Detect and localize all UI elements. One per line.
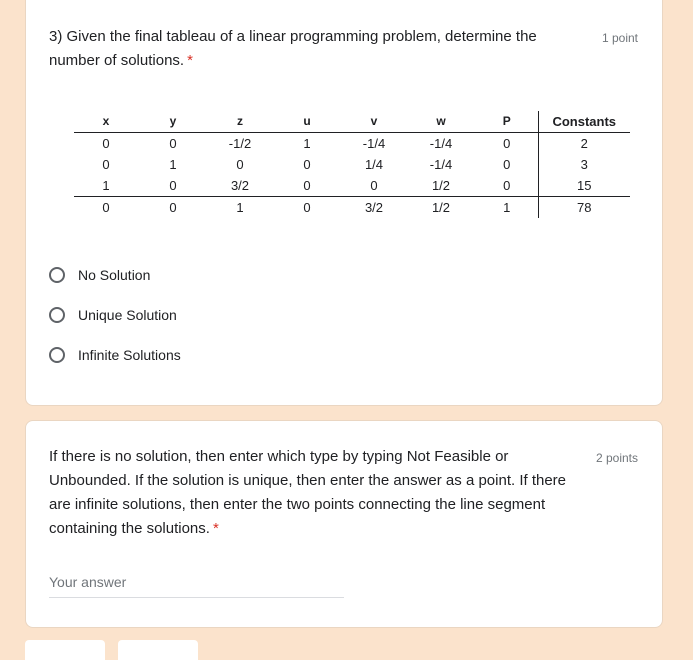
points-label: 1 point — [601, 31, 638, 45]
tableau-cell: 1 — [303, 136, 311, 151]
tableau-cell: 1/2 — [431, 200, 451, 215]
question-title: If there is no solution, then enter which type by typing Not Feasible or Unbounded. If the solution is unique, then enter the answer as a point. If there are infinite solutions, then enter the two points connecting the line segment containing the solutions. * — [49, 448, 567, 537]
tableau-cell: 0 — [272, 175, 342, 197]
tableau-header-row — [74, 111, 630, 133]
radio-button[interactable] — [49, 347, 65, 363]
radio-group — [49, 265, 181, 385]
table-row — [74, 175, 630, 197]
tableau-cell: 78 — [538, 197, 630, 219]
tableau-cell: 1 — [169, 157, 177, 172]
radio-button[interactable] — [49, 267, 65, 283]
tableau-cell: 15 — [538, 175, 630, 197]
tableau-cell: 0 — [476, 175, 538, 197]
table-row — [74, 133, 630, 155]
tableau-cell: 1 — [503, 200, 511, 215]
tableau-cell: 0 — [138, 175, 208, 197]
header-cell: y — [138, 111, 208, 133]
tableau-cell: 0 — [169, 136, 177, 151]
option-no-solution[interactable] — [49, 265, 181, 285]
answer-input[interactable]: Your answer — [49, 571, 344, 598]
tableau-cell: 3/2 — [208, 175, 272, 197]
table-row — [74, 154, 630, 175]
required-marker: * — [212, 520, 219, 537]
simplex-tableau — [74, 111, 630, 218]
tableau-cell: 3/2 — [364, 200, 384, 215]
header-cell: Constants — [538, 111, 630, 133]
tableau-cell: 0 — [102, 136, 110, 151]
radio-button[interactable] — [49, 307, 65, 323]
tableau-cell: 0 — [503, 136, 511, 151]
tableau-cell: 3 — [538, 154, 630, 175]
tableau-cell: -1/2 — [228, 136, 252, 151]
tableau-cell: 0 — [303, 157, 311, 172]
tableau-cell: 1 — [236, 200, 244, 215]
next-button[interactable] — [118, 640, 198, 660]
question-card-1 — [25, 0, 663, 406]
required-marker: * — [187, 52, 193, 69]
header-cell: P — [476, 111, 538, 133]
tableau-cell: 0 — [169, 200, 177, 215]
tableau-cell: 0 — [342, 175, 406, 197]
tableau-cell: 0 — [303, 200, 311, 215]
tableau-cell: 1 — [74, 175, 138, 197]
tableau-cell: 0 — [503, 157, 511, 172]
option-unique-solution[interactable] — [49, 305, 181, 325]
question-card-2 — [25, 420, 663, 628]
tableau-cell: -1/4 — [429, 157, 453, 172]
option-label: Infinite Solutions — [78, 347, 181, 363]
tableau-cell: 0 — [236, 157, 244, 172]
option-label: Unique Solution — [78, 307, 177, 323]
option-infinite-solutions[interactable] — [49, 345, 181, 365]
header-cell: u — [272, 111, 342, 133]
tableau-cell: 1/2 — [406, 175, 476, 197]
header-cell: x — [74, 111, 138, 133]
tableau-cell: 0 — [102, 157, 110, 172]
option-label: No Solution — [78, 267, 151, 283]
tableau-cell: 2 — [538, 133, 630, 155]
tableau-cell: 0 — [102, 200, 110, 215]
question-title: 3) Given the final tableau of a linear programming problem, determine the number of solutions. * — [49, 28, 537, 69]
back-button[interactable] — [25, 640, 105, 660]
tableau-cell: 1/4 — [364, 157, 384, 172]
tableau-cell: -1/4 — [429, 136, 453, 151]
header-cell: w — [406, 111, 476, 133]
tableau-cell: -1/4 — [362, 136, 386, 151]
points-label: 2 points — [595, 451, 638, 465]
header-cell: z — [208, 111, 272, 133]
header-cell: v — [342, 111, 406, 133]
table-row — [74, 197, 630, 219]
